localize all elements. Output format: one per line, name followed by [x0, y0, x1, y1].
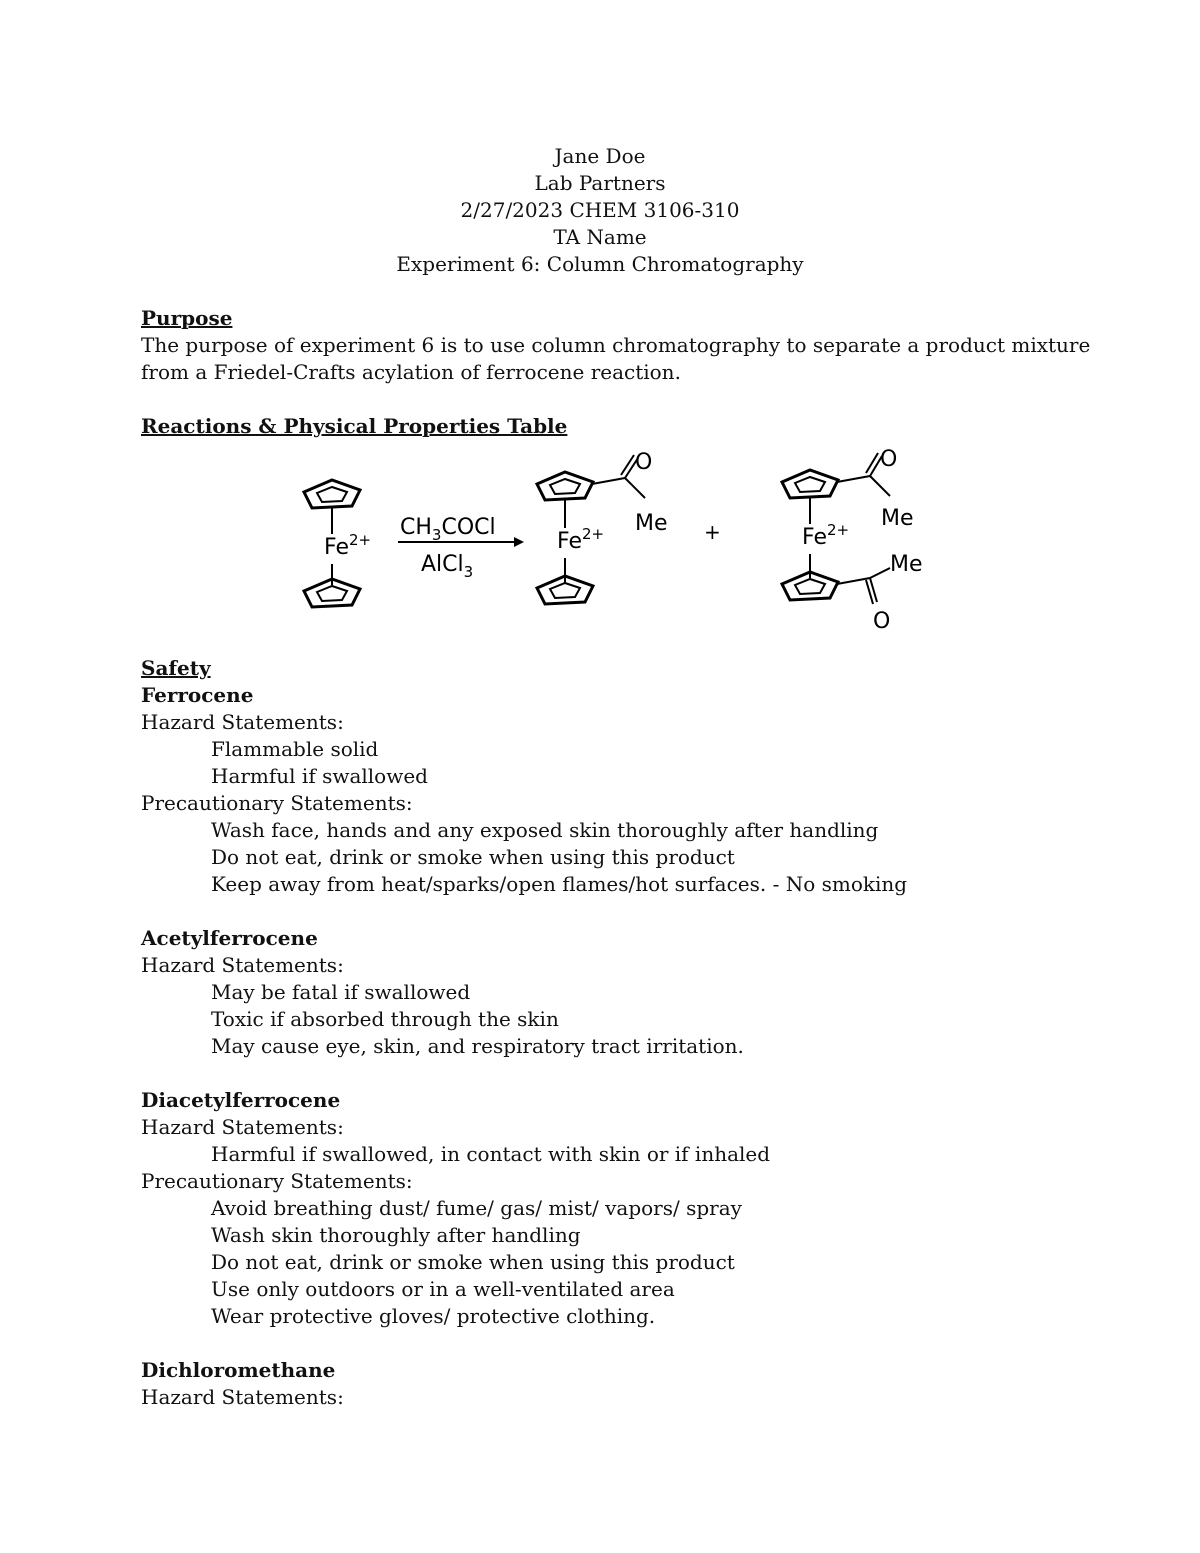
hazard-item: Harmful if swallowed, in contact with skin or if inhaled — [211, 1142, 771, 1166]
ta-name: TA Name — [553, 225, 647, 249]
hazard-item: Toxic if absorbed through the skin — [211, 1007, 559, 1031]
svg-text:Fe2+ — [324, 531, 371, 560]
safety-section — [141, 655, 1101, 898]
fe-charge: 2+ — [349, 531, 372, 549]
experiment-title: Experiment 6: Column Chromatography — [396, 252, 804, 276]
diacetylferrocene-title: Diacetylferrocene — [141, 1088, 341, 1112]
hazard-label: Hazard Statements: — [141, 1115, 344, 1139]
fe-charge: 2+ — [582, 525, 605, 543]
oxygen-label: O — [635, 450, 653, 475]
fe-label: Fe — [324, 535, 349, 560]
precaution-item: Use only outdoors or in a well-ventilated area — [211, 1277, 675, 1301]
hazard-label: Hazard Statements: — [141, 710, 344, 734]
date-course: 2/27/2023 CHEM 3106-310 — [460, 198, 740, 222]
ferrocene-title: Ferrocene — [141, 683, 254, 707]
purpose-heading: Purpose — [141, 306, 233, 330]
hazard-item: May cause eye, skin, and respiratory tract irritation. — [211, 1034, 744, 1058]
fe-charge: 2+ — [827, 521, 850, 539]
precaution-item: Wash face, hands and any exposed skin thoroughly after handling — [211, 818, 879, 842]
hazard-label: Hazard Statements: — [141, 1385, 344, 1409]
acetylferrocene-block — [141, 925, 1101, 1060]
ferrocene-structure — [304, 480, 371, 607]
oxygen-label: O — [873, 609, 891, 634]
svg-text:Fe2+ — [802, 521, 849, 550]
acetylferrocene-structure — [537, 450, 668, 604]
precaution-item: Do not eat, drink or smoke when using this product — [211, 845, 735, 869]
plus-sign: + — [704, 520, 721, 544]
diacetylferrocene-structure — [782, 447, 923, 634]
hazard-item: Flammable solid — [211, 737, 379, 761]
svg-text:Fe2+ — [557, 525, 604, 554]
hazard-item: May be fatal if swallowed — [211, 980, 471, 1004]
reactions-heading: Reactions & Physical Properties Table — [141, 414, 568, 438]
precaution-label: Precautionary Statements: — [141, 791, 413, 815]
precaution-item: Keep away from heat/sparks/open flames/hot surfaces. - No smoking — [211, 872, 908, 896]
purpose-section — [141, 305, 1101, 386]
reaction-scheme — [280, 440, 940, 640]
precaution-item: Wash skin thoroughly after handling — [211, 1223, 581, 1247]
precaution-label: Precautionary Statements: — [141, 1169, 413, 1193]
diacetylferrocene-block — [141, 1087, 1101, 1330]
methyl-label: Me — [890, 552, 923, 577]
precaution-item: Avoid breathing dust/ fume/ gas/ mist/ vapors/ spray — [211, 1196, 742, 1220]
dichloromethane-title: Dichloromethane — [141, 1358, 336, 1382]
purpose-text-line-1: The purpose of experiment 6 is to use column chromatography to separate a product mixture — [141, 333, 1091, 357]
acetylferrocene-title: Acetylferrocene — [141, 926, 318, 950]
dichloromethane-block — [141, 1357, 1101, 1411]
author-name: Jane Doe — [554, 144, 646, 168]
reagent-acetyl-chloride: $CH_3COCl$ — [400, 515, 496, 544]
lab-partners: Lab Partners — [534, 171, 666, 195]
fe-label: Fe — [557, 529, 582, 554]
ferrocene-block — [141, 682, 1101, 898]
reaction-arrow — [398, 515, 524, 581]
hazard-item: Harmful if swallowed — [211, 764, 428, 788]
reagent-aluminum-chloride: AlCl$_3$ — [421, 552, 474, 581]
document-header — [0, 143, 1200, 278]
methyl-label: Me — [635, 511, 668, 536]
hazard-label: Hazard Statements: — [141, 953, 344, 977]
precaution-item: Do not eat, drink or smoke when using this product — [211, 1250, 735, 1274]
fe-label: Fe — [802, 525, 827, 550]
precaution-item: Wear protective gloves/ protective clothing. — [211, 1304, 656, 1328]
oxygen-label: O — [880, 447, 898, 472]
methyl-label: Me — [881, 506, 914, 531]
reactions-section — [141, 413, 1101, 440]
purpose-text-line-2: from a Friedel-Crafts acylation of ferrocene reaction. — [141, 360, 681, 384]
safety-heading: Safety — [141, 656, 211, 680]
